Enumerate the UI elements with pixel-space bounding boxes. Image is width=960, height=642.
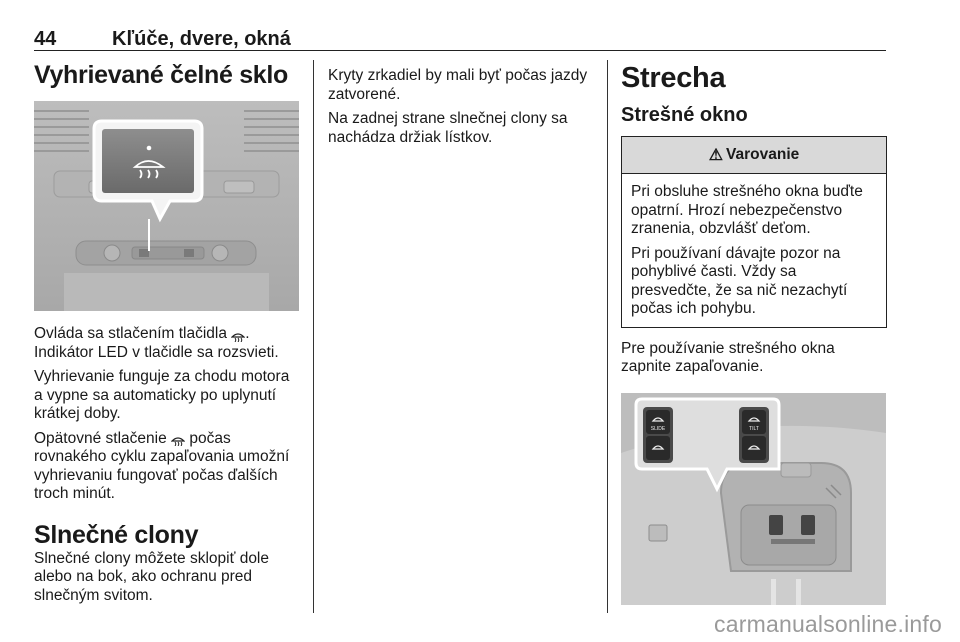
slide-switch: [643, 407, 673, 463]
warning-triangle-icon: ⚠: [708, 147, 724, 164]
windscreen-heating-figure: [34, 101, 299, 311]
paragraph: Slnečné clony môžete sklopiť dole alebo na bok, ako ochranu pred slnečným svitom.: [34, 549, 269, 604]
chapter-title: Kľúče, dvere, okná: [112, 28, 291, 50]
column-divider: [313, 60, 314, 613]
column-1: [34, 60, 299, 611]
paragraph: Pre používanie strešného okna zapnite zapaľovanie.: [621, 339, 835, 375]
page-number: 44: [34, 28, 57, 50]
watermark: carmanualsonline.info: [714, 611, 942, 637]
sunroof-controls-figure: [621, 393, 886, 605]
paragraph-text: Ovláda sa stlačením tlačidla: [34, 325, 227, 342]
overhead-console-illustration: [621, 393, 886, 605]
warning-paragraph: Pri obsluhe strešného okna buďte opatrní. Hrozí nebezpečenstvo zranenia, obzvlášť deťom.: [631, 183, 863, 237]
section-heading: Vyhrievané čelné sklo: [34, 61, 289, 89]
warning-body: [622, 174, 886, 327]
paragraph-text: .: [245, 325, 250, 342]
subsection-heading: Strešné okno: [621, 104, 748, 126]
slide-label: SLIDE: [650, 425, 666, 432]
dashboard-illustration: [34, 101, 299, 311]
windscreen-heating-icon: [171, 433, 185, 443]
column-divider: [607, 60, 608, 613]
windscreen-heating-icon: [231, 329, 245, 339]
paragraph-text: Opätovné stlačenie: [34, 429, 167, 447]
warning-box: [621, 136, 887, 328]
tilt-label: TILT: [749, 425, 759, 432]
warning-header: [622, 137, 886, 174]
paragraph-text: počas rovnakého cyklu zapaľovania umožní vyhrievaniu fungovať počas ďalších troch minút.: [34, 429, 290, 502]
column-2: [328, 67, 594, 153]
tilt-switch: [739, 407, 769, 463]
paragraph: Kryty zrkadiel by mali byť počas jazdy zatvorené.: [328, 67, 588, 103]
column-3: [621, 60, 887, 605]
warning-paragraph: Pri používaní dávajte pozor na pohyblivé časti. Vždy sa presvedčte, že sa nič nezachytí počas ich pohybu.: [631, 244, 848, 317]
text-block: [34, 325, 299, 504]
section-heading: Slnečné clony: [34, 520, 199, 549]
paragraph: Na zadnej strane slnečnej clony sa nachádza držiak lístkov.: [328, 110, 568, 146]
section-heading: Strecha: [621, 62, 726, 94]
warning-title: Varovanie: [726, 146, 800, 163]
paragraph-text: Indikátor LED v tlačidle sa rozsvieti.: [34, 343, 279, 361]
paragraph: Vyhrievanie funguje za chodu motora a vypne sa automaticky po uplynutí krátkej doby.: [34, 368, 290, 422]
page-header: [34, 26, 886, 51]
